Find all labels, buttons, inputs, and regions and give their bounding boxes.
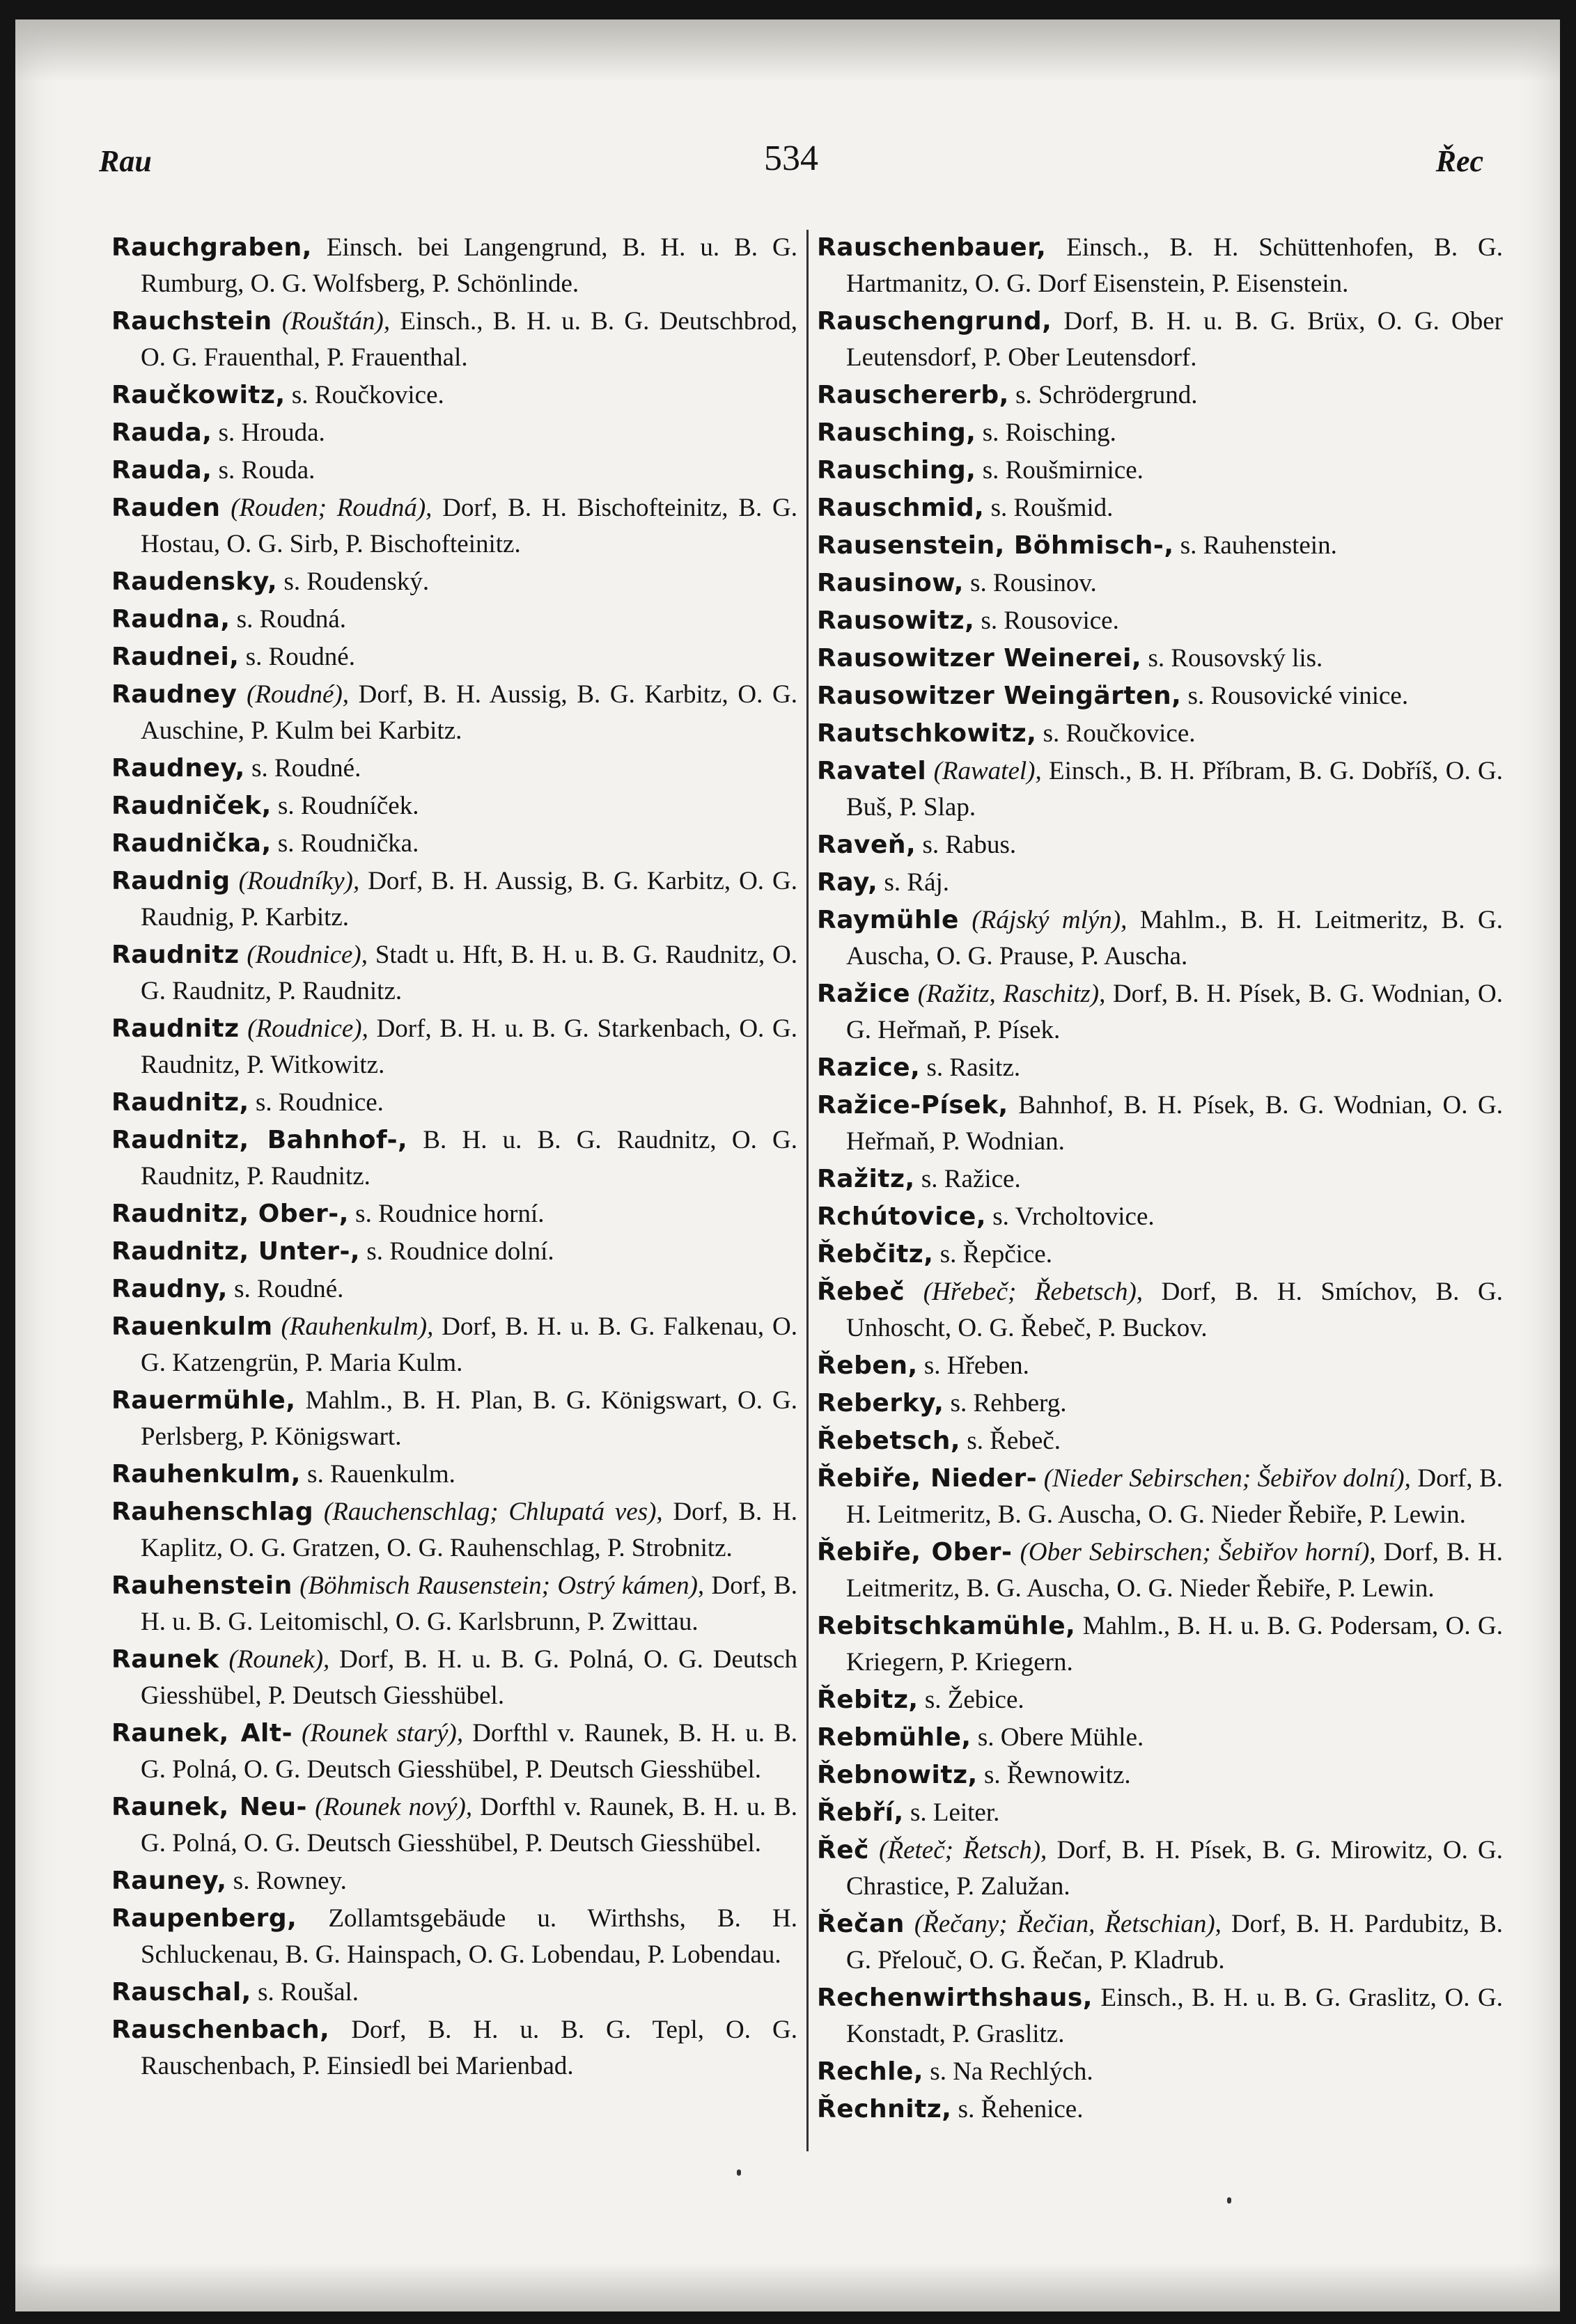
entry-description: s. Ráj. xyxy=(877,868,950,897)
entry-headword: Raučkowitz, xyxy=(111,381,286,409)
entry-description: Dorf, B. H. Aussig, B. G. Karbitz, O. G. Raudnig, P. Karbitz. xyxy=(141,867,797,932)
entry-description: s. Roučkovice. xyxy=(1036,719,1196,748)
entry-headword: Ražitz, xyxy=(817,1165,915,1193)
entry-variant-names: (Rauhenkulm), xyxy=(272,1312,434,1341)
entry-description: s. Žebice. xyxy=(918,1686,1024,1714)
gazetteer-entry xyxy=(111,1901,797,1973)
entry-description: s. Rauenkulm. xyxy=(300,1460,455,1489)
gazetteer-entry xyxy=(817,902,1503,975)
gazetteer-entry xyxy=(111,490,797,563)
gazetteer-entry xyxy=(111,564,797,600)
gazetteer-entry xyxy=(817,1795,1503,1831)
entry-description: Mahlm., B. H. Leitmeritz, B. G. Auscha, O. G. Prause, P. Auscha. xyxy=(846,906,1503,971)
entry-description: s. Roudníček. xyxy=(271,792,419,820)
entry-description: Dorf, B. H. Bischofteinitz, B. G. Hostau, O. G. Sirb, P. Bischofteinitz. xyxy=(141,494,797,558)
gazetteer-entry xyxy=(111,1789,797,1862)
gazetteer-entry xyxy=(111,1011,797,1083)
entry-description: s. Hřeben. xyxy=(917,1351,1029,1380)
entry-variant-names: (Řeteč; Řetsch), xyxy=(868,1836,1047,1864)
gazetteer-entry xyxy=(817,453,1503,489)
entry-description: s. Schrödergrund. xyxy=(1008,381,1198,409)
gazetteer-entry xyxy=(817,1385,1503,1422)
entry-description: Dorf, B. H. Leitmeritz, B. G. Auscha, O. G. Nieder Řebiře, P. Lewin. xyxy=(846,1538,1504,1603)
entry-description: s. Rehberg. xyxy=(944,1389,1067,1418)
gazetteer-entry xyxy=(111,863,797,936)
entry-headword: Ražice xyxy=(817,980,911,1008)
gazetteer-entry xyxy=(111,1494,797,1567)
gazetteer-entry xyxy=(111,1383,797,1455)
entry-description: s. Roudná. xyxy=(230,605,347,634)
gazetteer-entry xyxy=(111,415,797,451)
entry-headword: Řebiře, Ober- xyxy=(817,1538,1013,1567)
entry-headword: Rauschengrund, xyxy=(817,307,1052,336)
gazetteer-entry xyxy=(817,415,1503,451)
gazetteer-entry xyxy=(111,677,797,749)
entry-headword: Ravatel xyxy=(817,757,927,785)
entry-headword: Řechnitz, xyxy=(817,2095,952,2123)
entry-headword: Rauschmid, xyxy=(817,494,985,522)
gazetteer-entry xyxy=(817,528,1503,564)
entry-headword: Řebnowitz, xyxy=(817,1761,978,1789)
gazetteer-entry xyxy=(111,1974,797,2011)
gazetteer-entry xyxy=(111,230,797,302)
entry-description: s. Roudné. xyxy=(239,643,355,671)
entry-description: s. Řepčice. xyxy=(933,1240,1052,1269)
entry-description: Einsch., B. H. Schüttenhofen, B. G. Hartmanitz, O. G. Dorf Eisenstein, P. Eisenstein. xyxy=(846,233,1503,298)
gazetteer-entry xyxy=(817,976,1503,1049)
entry-variant-names: (Rounek), xyxy=(219,1645,330,1674)
left-column xyxy=(111,230,797,2086)
entry-description: Dorf, B. H. Pardubitz, B. G. Přelouč, O. G. Řečan, P. Kladrub. xyxy=(846,1910,1503,1974)
entry-headword: Rechle, xyxy=(817,2057,924,2086)
entry-headword: Raudny, xyxy=(111,1275,228,1303)
gazetteer-entry xyxy=(817,1348,1503,1384)
entry-description: Dorf, B. H. Aussig, B. G. Karbitz, O. G. Auschine, P. Kulm bei Karbitz. xyxy=(141,680,797,745)
header-left-keyword: Rau xyxy=(99,144,152,178)
entry-description: Dorf, B. H. u. B. G. Leitomischl, O. G. Karlsbrunn, P. Zwittau. xyxy=(141,1571,797,1636)
entry-description: Mahlm., B. H. Plan, B. G. Königswart, O. G. Perlsberg, P. Königswart. xyxy=(141,1386,797,1451)
entry-headword: Rauschererb, xyxy=(817,381,1009,409)
column-divider xyxy=(806,230,809,2151)
gazetteer-entry xyxy=(111,1309,797,1381)
gazetteer-entry xyxy=(817,1161,1503,1198)
entry-description: s. Roušal. xyxy=(251,1978,359,2007)
gazetteer-entry xyxy=(817,678,1503,714)
gazetteer-entry xyxy=(111,1271,797,1308)
entry-headword: Rauda, xyxy=(111,418,212,447)
entry-headword: Rauchstein xyxy=(111,307,272,336)
entry-description: s. Rouda. xyxy=(212,456,315,485)
gazetteer-entry xyxy=(111,602,797,638)
entry-headword: Raudnei, xyxy=(111,643,240,671)
entry-headword: Rauchgraben, xyxy=(111,233,312,262)
entry-description: s. Roudnice horní. xyxy=(348,1200,545,1228)
entry-headword: Rauden xyxy=(111,494,221,522)
entry-variant-names: (Rounek nový), xyxy=(306,1793,473,1821)
entry-headword: Rausching, xyxy=(817,418,976,447)
entry-description: s. Rabus. xyxy=(916,831,1017,859)
gazetteer-entry xyxy=(817,1423,1503,1459)
entry-variant-names: (Rouden; Roudná), xyxy=(220,494,432,522)
entry-description: s. Rauhenstein. xyxy=(1173,531,1337,560)
gazetteer-entry xyxy=(817,377,1503,414)
entry-description: s. Roušmirnice. xyxy=(976,456,1144,485)
entry-headword: Ražice-Písek, xyxy=(817,1091,1008,1120)
entry-description: Dorf, B. H. u. B. G. Brüx, O. G. Ober Leutensdorf, P. Ober Leutensdorf. xyxy=(846,307,1503,372)
gazetteer-entry xyxy=(111,751,797,787)
entry-headword: Rauney, xyxy=(111,1867,227,1895)
gazetteer-entry xyxy=(111,1196,797,1232)
entry-description: s. Řewnowitz. xyxy=(977,1761,1131,1789)
gazetteer-entry xyxy=(817,827,1503,863)
entry-headword: Řečan xyxy=(817,1910,905,1938)
entry-description: Einsch., B. H. Příbram, B. G. Dobříš, O. G. Buš, P. Slap. xyxy=(846,757,1503,822)
entry-variant-names: (Rájský mlýn), xyxy=(958,906,1128,934)
entry-description: Dorfthl v. Raunek, B. H. u. B. G. Polná, O. G. Deutsch Giesshübel, P. Deutsch Giesshübel. xyxy=(141,1719,798,1784)
gazetteer-entry xyxy=(817,716,1503,752)
gazetteer-entry xyxy=(111,1234,797,1270)
entry-description: Dorf, B. H. Leitmeritz, B. G. Auscha, O. G. Nieder Řebiře, P. Lewin. xyxy=(846,1464,1504,1529)
gazetteer-entry xyxy=(111,377,797,414)
entry-headword: Rausowitz, xyxy=(817,606,975,635)
entry-headword: Raudnitz xyxy=(111,1014,240,1043)
entry-headword: Rausowitzer Weingärten, xyxy=(817,682,1182,710)
entry-description: Dorf, B. H. u. B. G. Polná, O. G. Deutsch Giesshübel, P. Deutsch Giesshübel. xyxy=(141,1645,797,1710)
gazetteer-entry xyxy=(817,865,1503,901)
entry-headword: Rechenwirthshaus, xyxy=(817,1984,1093,2012)
entry-headword: Raudna, xyxy=(111,605,231,634)
entry-headword: Rauenkulm xyxy=(111,1312,273,1341)
entry-headword: Rausinow, xyxy=(817,569,964,597)
entry-headword: Raudnička, xyxy=(111,829,272,858)
entry-description: s. Rasitz. xyxy=(920,1053,1021,1082)
entry-headword: Řeben, xyxy=(817,1351,918,1380)
entry-headword: Rausowitzer Weinerei, xyxy=(817,644,1142,673)
page-number: 534 xyxy=(764,139,818,178)
entry-variant-names: (Rouštán), xyxy=(272,307,391,336)
entry-description: s. Roudnice dolní. xyxy=(360,1237,554,1266)
entry-headword: Raudnitz, xyxy=(111,1088,249,1117)
gazetteer-entry xyxy=(111,937,797,1010)
entry-headword: Rchútovice, xyxy=(817,1202,986,1231)
entry-headword: Raudnitz, Bahnhof-, xyxy=(111,1126,408,1154)
entry-description: s. Rousovické vinice. xyxy=(1181,682,1409,710)
entry-headword: Rauhenkulm, xyxy=(111,1460,301,1489)
entry-description: Einsch., B. H. u. B. G. Deutschbrod, O. G. Frauenthal, P. Frauenthal. xyxy=(141,307,797,372)
gazetteer-entry xyxy=(111,1122,797,1195)
entry-description: s. Rowney. xyxy=(226,1867,347,1895)
entry-description: s. Řehenice. xyxy=(951,2095,1084,2123)
entry-headword: Raudnitz xyxy=(111,941,240,969)
entry-description: Dorf, B. H. Písek, B. G. Mirowitz, O. G. Chrastice, P. Zalužan. xyxy=(846,1836,1503,1901)
entry-headword: Ray, xyxy=(817,868,878,897)
entry-description: s. Roučkovice. xyxy=(285,381,444,409)
entry-variant-names: (Roudné), xyxy=(237,680,350,709)
scanned-page xyxy=(15,19,1560,2311)
gazetteer-entry xyxy=(111,788,797,824)
entry-description: s. Leiter. xyxy=(903,1798,1000,1827)
entry-headword: Rauermühle, xyxy=(111,1386,296,1415)
entry-description: Stadt u. Hft, B. H. u. B. G. Raudnitz, O. G. Raudnitz, P. Raudnitz. xyxy=(141,941,797,1005)
entry-headword: Raudnitz, Unter-, xyxy=(111,1237,361,1266)
entry-headword: Raudensky, xyxy=(111,567,278,596)
entry-headword: Raupenberg, xyxy=(111,1904,297,1933)
header-right-keyword: Řec xyxy=(1435,144,1483,178)
entry-headword: Raudniček, xyxy=(111,792,272,820)
gazetteer-entry xyxy=(817,1088,1503,1160)
entry-headword: Rauschal, xyxy=(111,1978,251,2007)
entry-variant-names: (Rawatel), xyxy=(926,757,1042,785)
entry-description: Dorf, B. H. u. B. G. Falkenau, O. G. Katzengrün, P. Maria Kulm. xyxy=(141,1312,797,1377)
entry-description: s. Rousovice. xyxy=(974,606,1119,635)
entry-description: s. Roudné. xyxy=(244,754,361,783)
entry-headword: Rauhenschlag xyxy=(111,1498,314,1526)
entry-headword: Řebitz, xyxy=(817,1686,919,1714)
entry-description: Bahnhof, B. H. Písek, B. G. Wodnian, O. G. Heřmaň, P. Wodnian. xyxy=(846,1091,1503,1156)
gazetteer-entry xyxy=(817,565,1503,602)
entry-description: s. Roisching. xyxy=(976,418,1116,447)
entry-description: s. Roušmid. xyxy=(984,494,1114,522)
gazetteer-entry xyxy=(817,753,1503,826)
entry-description: Dorf, B. H. Smíchov, B. G. Unhoscht, O. G. Řebeč, P. Buckov. xyxy=(846,1278,1503,1342)
entry-description: Einsch., B. H. u. B. G. Graslitz, O. G. Konstadt, P. Graslitz. xyxy=(846,1984,1503,2048)
entry-variant-names: (Böhmisch Rausenstein; Ostrý kámen), xyxy=(292,1571,705,1600)
entry-headword: Raunek xyxy=(111,1645,219,1674)
entry-description: Dorf, B. H. Písek, B. G. Wodnian, O. G. Heřmaň, P. Písek. xyxy=(846,980,1503,1044)
gazetteer-entry xyxy=(817,1274,1503,1346)
entry-headword: Rauhenstein xyxy=(111,1571,292,1600)
entry-description: Zollamtsgebäude u. Wirthshs, B. H. Schluckenau, B. G. Hainspach, O. G. Lobendau, P. Lobendau. xyxy=(141,1904,797,1969)
gazetteer-entry xyxy=(817,1534,1503,1607)
gazetteer-entry xyxy=(817,1682,1503,1718)
gazetteer-entry xyxy=(111,1085,797,1121)
gazetteer-entry xyxy=(817,230,1503,302)
entry-headword: Raudnig xyxy=(111,867,231,895)
gazetteer-entry xyxy=(111,826,797,862)
entry-headword: Řebiře, Nieder- xyxy=(817,1464,1038,1493)
entry-headword: Rebmühle, xyxy=(817,1723,972,1752)
entry-headword: Rebitschkamühle, xyxy=(817,1612,1076,1640)
gazetteer-entry xyxy=(817,1906,1503,1979)
entry-description: Dorf, B. H. u. B. G. Tepl, O. G. Rauschenbach, P. Einsiedl bei Marienbad. xyxy=(141,2016,797,2080)
gazetteer-entry xyxy=(111,304,797,376)
entry-description: s. Roudenský. xyxy=(277,567,430,596)
gazetteer-entry xyxy=(817,1980,1503,2052)
entry-headword: Řeč xyxy=(817,1836,869,1864)
gazetteer-entry xyxy=(111,1642,797,1714)
gazetteer-entry xyxy=(817,1720,1503,1756)
entry-description: s. Obere Mühle. xyxy=(971,1723,1144,1752)
entry-variant-names: (Řečany; Řečian, Řetschian), xyxy=(904,1910,1222,1938)
gazetteer-entry xyxy=(817,1757,1503,1793)
entry-headword: Razice, xyxy=(817,1053,921,1082)
gazetteer-entry xyxy=(817,2054,1503,2090)
entry-description: s. Vrcholtovice. xyxy=(986,1202,1155,1231)
entry-variant-names: (Rounek starý), xyxy=(292,1719,464,1748)
entry-variant-names: (Hřebeč; Řebetsch), xyxy=(905,1278,1144,1306)
entry-description: s. Roudnice. xyxy=(249,1088,384,1117)
entry-headword: Rausching, xyxy=(817,456,976,485)
entry-variant-names: (Roudnice), xyxy=(239,1014,368,1043)
gazetteer-entry xyxy=(817,304,1503,376)
page-header xyxy=(99,117,1483,187)
entry-description: s. Řebeč. xyxy=(960,1427,1061,1455)
entry-description: s. Hrouda. xyxy=(212,418,325,447)
entry-headword: Rauschenbauer, xyxy=(817,233,1047,262)
entry-headword: Raymühle xyxy=(817,906,959,934)
entry-variant-names: (Nieder Sebirschen; Šebiřov dolní), xyxy=(1037,1464,1411,1493)
gazetteer-entry xyxy=(817,2091,1503,2128)
entry-description: s. Rousovský lis. xyxy=(1141,644,1323,673)
gazetteer-entry xyxy=(111,1863,797,1899)
gazetteer-entry xyxy=(817,1461,1503,1533)
entry-headword: Raunek, Neu- xyxy=(111,1793,307,1821)
entry-headword: Rauschenbach, xyxy=(111,2016,330,2044)
gazetteer-entry xyxy=(817,1199,1503,1235)
gazetteer-entry xyxy=(817,603,1503,639)
entry-variant-names: (Rauchenschlag; Chlupatá ves), xyxy=(313,1498,663,1526)
gazetteer-entry xyxy=(817,490,1503,526)
entry-variant-names: (Roudnice), xyxy=(239,941,368,969)
gazetteer-entry xyxy=(817,641,1503,677)
entry-headword: Rausenstein, Böhmisch-, xyxy=(817,531,1174,560)
entry-description: s. Rousinov. xyxy=(963,569,1097,597)
entry-variant-names: (Ober Sebirschen; Šebiřov horní), xyxy=(1012,1538,1376,1567)
gazetteer-entry xyxy=(111,639,797,675)
entry-description: B. H. u. B. G. Raudnitz, O. G. Raudnitz, P. Raudnitz. xyxy=(141,1126,797,1191)
gazetteer-entry xyxy=(111,1715,797,1788)
gazetteer-entry xyxy=(817,1236,1503,1273)
right-column xyxy=(817,230,1503,2129)
gazetteer-entry xyxy=(111,2012,797,2084)
entry-headword: Raunek, Alt- xyxy=(111,1719,293,1748)
ink-speck xyxy=(737,2169,741,2176)
entry-headword: Řebetsch, xyxy=(817,1427,961,1455)
entry-description: s. Ražice. xyxy=(914,1165,1021,1193)
entry-description: Dorf, B. H. Kaplitz, O. G. Gratzen, O. G. Rauhenschlag, P. Strobnitz. xyxy=(141,1498,798,1562)
ink-speck xyxy=(1227,2197,1231,2204)
gazetteer-entry xyxy=(817,1832,1503,1905)
entry-headword: Řebeč xyxy=(817,1278,905,1306)
entry-variant-names: (Ražitz, Raschitz), xyxy=(910,980,1106,1008)
gazetteer-entry xyxy=(817,1050,1503,1086)
entry-headword: Rauda, xyxy=(111,456,212,485)
entry-variant-names: (Roudníky), xyxy=(230,867,360,895)
entry-headword: Raudney, xyxy=(111,754,245,783)
gazetteer-entry xyxy=(111,453,797,489)
entry-headword: Rautschkowitz, xyxy=(817,719,1037,748)
entry-description: s. Roudnička. xyxy=(271,829,419,858)
gazetteer-entry xyxy=(817,1608,1503,1681)
entry-headword: Řebří, xyxy=(817,1798,904,1827)
entry-headword: Reberky, xyxy=(817,1389,944,1418)
entry-description: Mahlm., B. H. u. B. G. Podersam, O. G. Kriegern, P. Kriegern. xyxy=(846,1612,1503,1677)
entry-headword: Raveň, xyxy=(817,831,916,859)
entry-description: s. Roudné. xyxy=(227,1275,344,1303)
entry-description: s. Na Rechlých. xyxy=(923,2057,1093,2086)
gazetteer-entry xyxy=(111,1568,797,1640)
entry-headword: Raudney xyxy=(111,680,237,709)
entry-headword: Řebčitz, xyxy=(817,1240,934,1269)
entry-description: Dorfthl v. Raunek, B. H. u. B. G. Polná, O. G. Deutsch Giesshübel, P. Deutsch Giesshübel. xyxy=(141,1793,798,1858)
gazetteer-entry xyxy=(111,1457,797,1493)
entry-description: Dorf, B. H. u. B. G. Starkenbach, O. G. Raudnitz, P. Witkowitz. xyxy=(141,1014,797,1079)
entry-headword: Raudnitz, Ober-, xyxy=(111,1200,349,1228)
entry-description: Einsch. bei Langengrund, B. H. u. B. G. Rumburg, O. G. Wolfsberg, P. Schönlinde. xyxy=(141,233,797,298)
